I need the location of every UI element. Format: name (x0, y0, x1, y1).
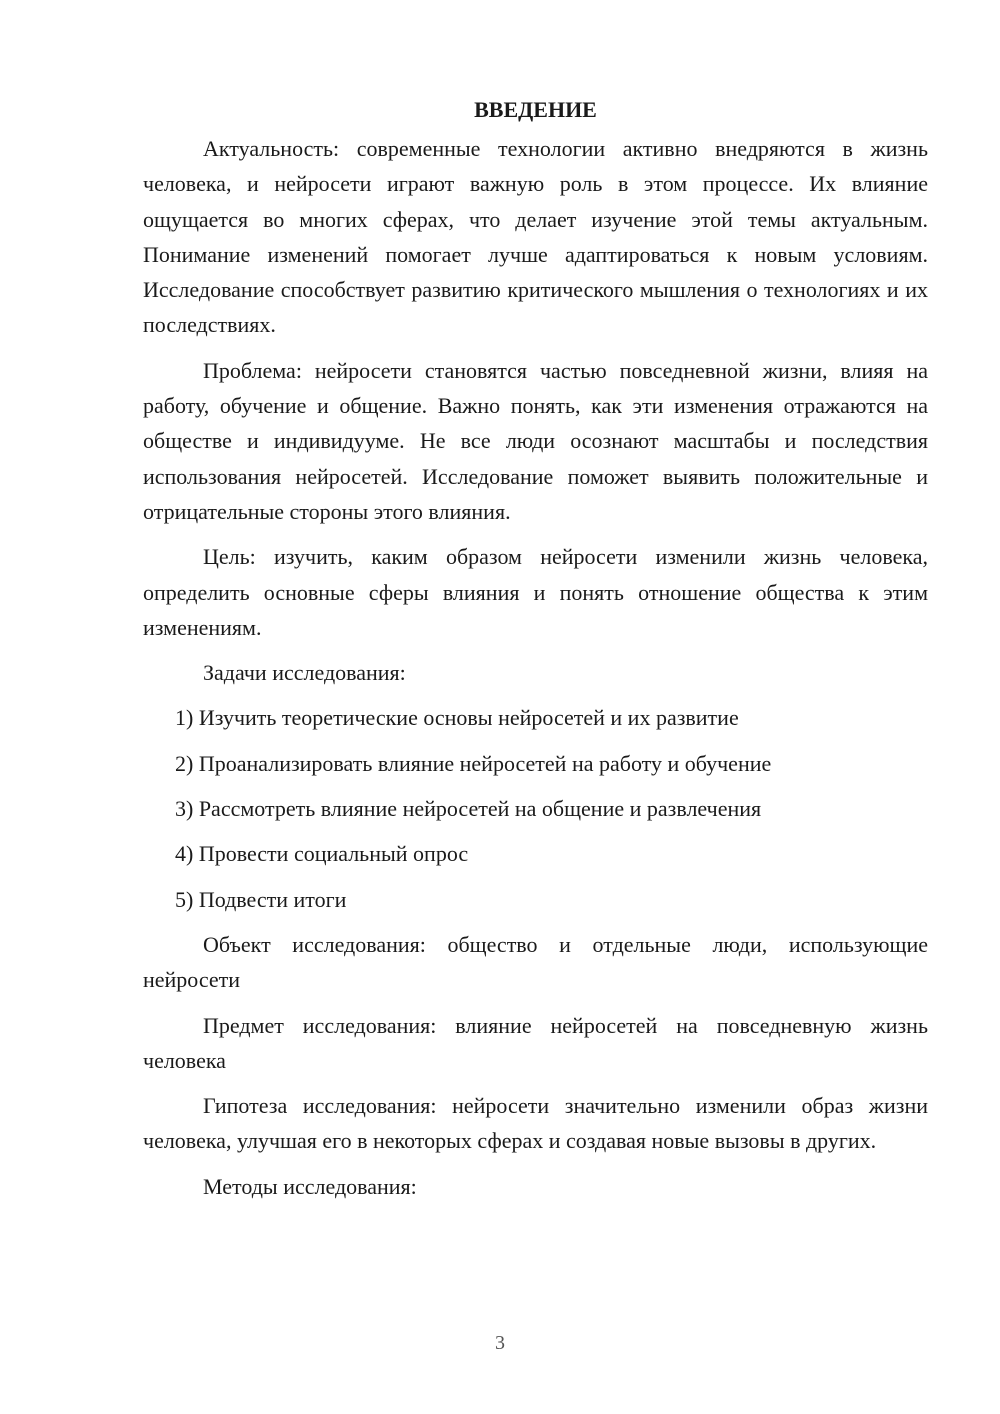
methods-heading: Методы исследования: (203, 1173, 417, 1199)
list-item: 2) Проанализировать влияние нейросетей на работу и обучение (175, 750, 772, 776)
list-item: 5) Подвести итоги (175, 886, 347, 912)
page-number: 3 (495, 1332, 505, 1354)
hypothesis-paragraph: Гипотеза исследования: нейросети значительно изменили образ жизни человека, улучшая его в некоторых сферах и создавая новые вызовы в других. (143, 1093, 928, 1154)
tasks-heading: Задачи исследования: (203, 660, 406, 686)
object-paragraph: Объект исследования: общество и отдельные люди, использующие нейросети (143, 931, 928, 993)
goal-paragraph: Цель: изучить, каким образом нейросети изменили жизнь человека, определить основные сферы влияния и понять отношение общества к этим изменениям. (143, 544, 928, 640)
document-page (143, 92, 928, 1214)
relevance-paragraph: Актуальность: современные технологии активно внедряются в жизнь человека, и нейросети играют важную роль в этом процессе. Их влияние ощущается во многих сферах, что делает изучение этой темы актуальным. Понимание изменений помогает лучше адаптироваться к новым условиям. Исследование способствует развитию критического мышления о технологиях и их последствиях. (143, 136, 928, 338)
tasks-list (143, 700, 928, 916)
list-item: 1) Изучить теоретические основы нейросетей и их развитие (175, 705, 739, 731)
problem-paragraph: Проблема: нейросети становятся частью повседневной жизни, влияя на работу, обучение и общение. Важно понять, как эти изменения отражаются на обществе и индивидууме. Не все люди осознают масштабы и последствия использования нейросетей. Исследование поможет выявить положительные и отрицательные стороны этого влияния. (143, 357, 928, 524)
list-item: 4) Провести социальный опрос (175, 841, 469, 867)
page-title: ВВЕДЕНИЕ (474, 97, 597, 122)
list-item: 3) Рассмотреть влияние нейросетей на общение и развлечения (175, 796, 762, 822)
subject-paragraph: Предмет исследования: влияние нейросетей на повседневную жизнь человека (143, 1012, 928, 1073)
